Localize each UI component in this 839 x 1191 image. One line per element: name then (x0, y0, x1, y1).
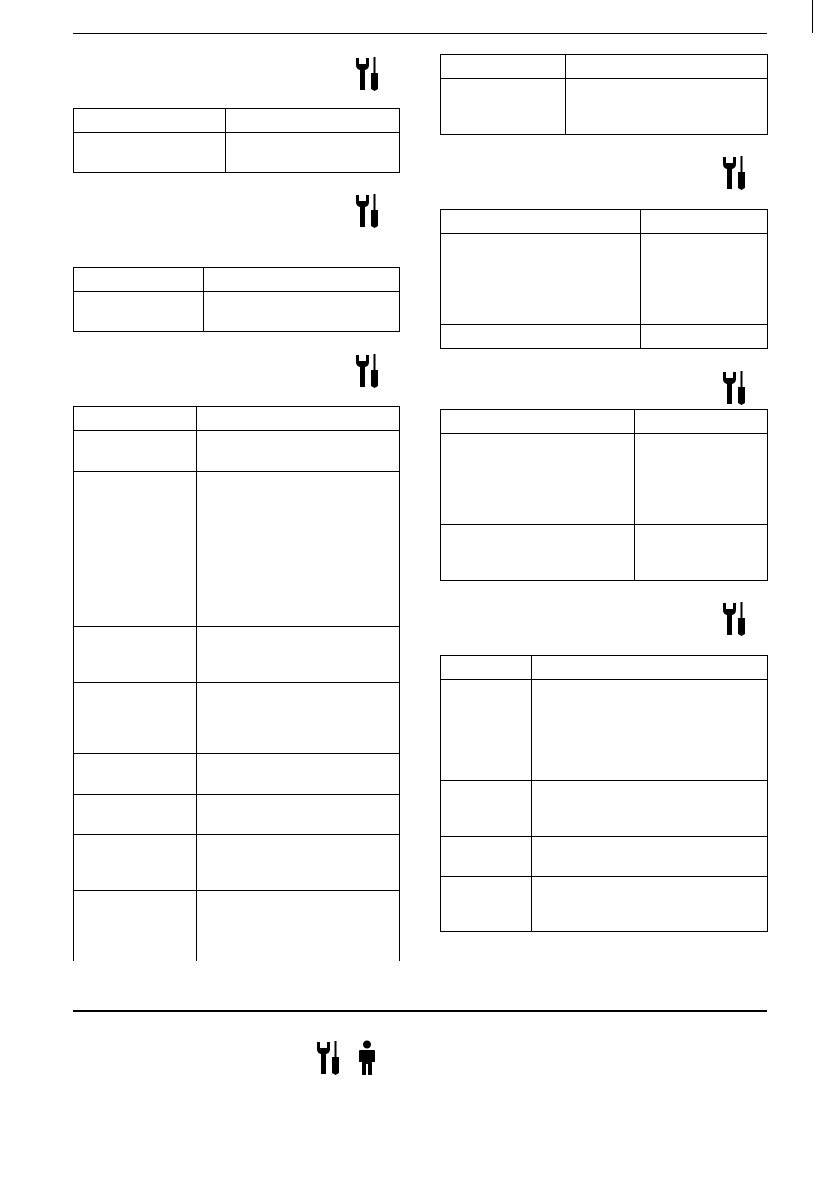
table-4-column-divider (565, 54, 566, 135)
table-row-divider (73, 890, 400, 891)
table-row-divider (73, 753, 400, 754)
table-2-column-divider (203, 267, 204, 332)
table-5-column-divider (640, 209, 641, 349)
table-5-header-divider (440, 233, 768, 234)
table-row-divider (440, 780, 768, 781)
table-2 (73, 267, 400, 332)
table-row-divider (440, 524, 768, 525)
table-row-divider (73, 471, 400, 472)
section-rule (73, 1010, 767, 1012)
table-6-header-divider (440, 433, 768, 434)
wrench-screwdriver-icon (721, 601, 747, 637)
wrench-screwdriver-icon (721, 370, 747, 406)
table-3-column-divider (196, 406, 197, 961)
table-row-divider (73, 430, 400, 431)
table-4-header-divider (440, 78, 768, 79)
table-3-right-border (399, 406, 400, 961)
person-icon (355, 1040, 379, 1076)
header-rule (73, 33, 767, 34)
table-row-divider (440, 836, 768, 837)
wrench-screwdriver-icon (354, 193, 380, 229)
table-1 (73, 108, 400, 173)
table-2-header-divider (73, 291, 400, 292)
table-1-column-divider (225, 108, 226, 173)
wrench-screwdriver-icon (721, 155, 747, 191)
table-4 (440, 54, 768, 135)
wrench-screwdriver-icon (315, 1040, 341, 1076)
table-7-header-divider (440, 679, 768, 680)
table-7-column-divider (531, 655, 532, 932)
margin-mark (812, 0, 813, 33)
table-3-left-border (73, 406, 74, 961)
table-5 (440, 209, 768, 349)
table-6 (440, 409, 768, 581)
table-row-divider (73, 794, 400, 795)
wrench-screwdriver-icon (354, 353, 380, 389)
table-row-divider (440, 324, 768, 325)
table-row-divider (440, 876, 768, 877)
table-row-divider (73, 682, 400, 683)
table-row-divider (73, 626, 400, 627)
table-row-divider (73, 834, 400, 835)
table-1-header-divider (73, 132, 400, 133)
table-7 (440, 655, 768, 932)
table-6-column-divider (634, 409, 635, 581)
wrench-screwdriver-icon (354, 56, 380, 92)
table-3-top-border (73, 406, 400, 407)
